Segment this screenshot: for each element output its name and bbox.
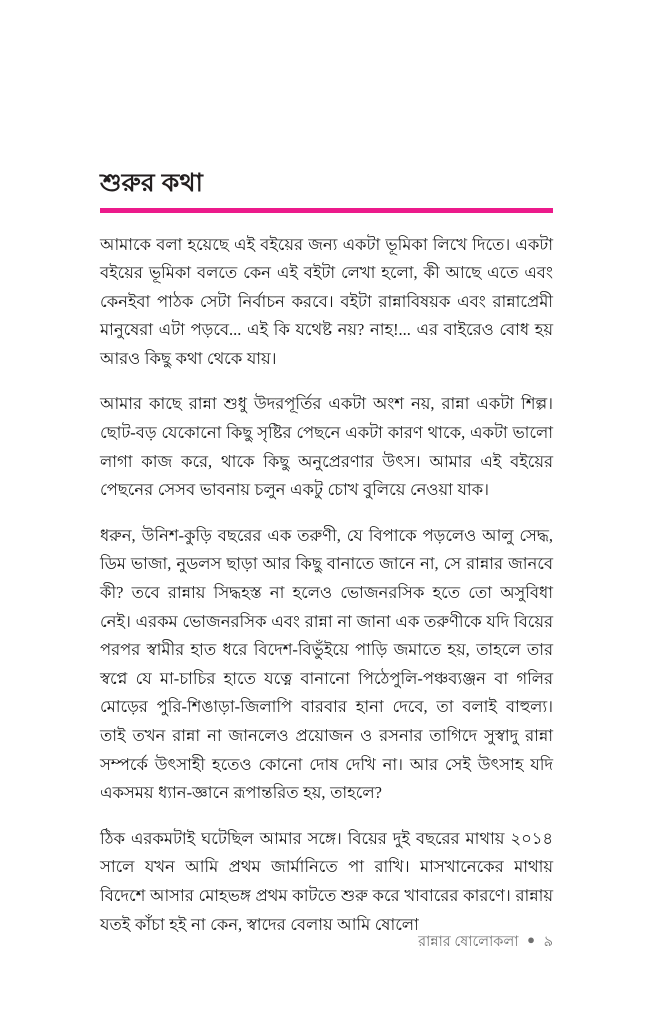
paragraph: ধরুন, উনিশ-কুড়ি বছরের এক তরুণী, যে বিপাকে পড়লেও আলু সেদ্ধ, ডিম ভাজা, নুডলস ছাড়া আর কিছু বানাতে জানে না, সে রান্নার জানবে কী? তবে রান্নায় সিদ্ধহস্ত না হলেও ভোজনরসিক হতে তো অসুবিধা নেই। এরকম ভোজনরসিক এবং রান্না না জানা এক তরুণীকে যদি বিয়ের পরপর স্বামীর হাত ধরে বিদেশ-বিভুঁইয়ে পাড়ি জমাতে হয়, তাহলে তার স্বপ্নে যে মা-চাচির হাতে যত্নে বানানো পিঠেপুলি-পঞ্চব্যঞ্জন বা গলির মোড়ের পুরি-শিঙাড়া-জিলাপি বারবার হানা দেবে, তা বলাই বাহুল্য। তাই তখন রান্না না জানলেও প্রয়োজন ও রসনার তাগিদে সুস্বাদু রান্না সম্পর্কে উৎসাহী হতেও কোনো দোষ দেখি না। আর সেই উৎসাহ যদি একসময় ধ্যান-জ্ঞানে রূপান্তরিত হয়, তাহলে? — [100, 525, 553, 803]
page-content — [100, 168, 553, 939]
running-footer — [100, 932, 553, 952]
footer-book-title: রান্নার ষোলোকলা — [418, 934, 519, 950]
paragraph: ঠিক এরকমটাই ঘটেছিল আমার সঙ্গে। বিয়ের দুই বছরের মাথায় ২০১৪ সালে যখন আমি প্রথম জার্মানিতে পা রাখি। মাসখানেকের মাথায় বিদেশে আসার মোহভঙ্গ প্রথম কাটতে শুরু করে খাবারের কারণে। রান্নায় যতই কাঁচা হই না কেন, স্বাদের বেলায় আমি ষোলো — [100, 828, 553, 934]
paragraph: আমাকে বলা হয়েছে এই বইয়ের জন্য একটা ভূমিকা লিখে দিতে। একটা বইয়ের ভূমিকা বলতে কেন এই বইটা লেখা হলো, কী আছে এতে এবং কেনইবা পাঠক সেটা নির্বাচন করবে। বইটা রান্নাবিষয়ক এবং রান্নাপ্রেমী মানুষেরা এটা পড়বে... এই কি যথেষ্ট নয়? নাহ!... এর বাইরেও বোধ হয় আরও কিছু কথা থেকে যায়। — [100, 234, 553, 368]
paragraph: আমার কাছে রান্না শুধু উদরপূর্তির একটা অংশ নয়, রান্না একটা শিল্প। ছোট-বড় যেকোনো কিছু সৃষ্টির পেছনে একটা কারণ থাকে, একটা ভালো লাগা কাজ করে, থাকে কিছু অনুপ্রেরণার উৎস। আমার এই বইয়ের পেছনের সেসব ভাবনায় চলুন একটু চোখ বুলিয়ে নেওয়া যাক। — [100, 394, 553, 500]
footer-separator-bullet: ● — [527, 932, 535, 947]
body-text — [100, 213, 553, 940]
chapter-heading: শুরুর কথা — [100, 169, 203, 197]
page-number: ৯ — [543, 934, 553, 950]
